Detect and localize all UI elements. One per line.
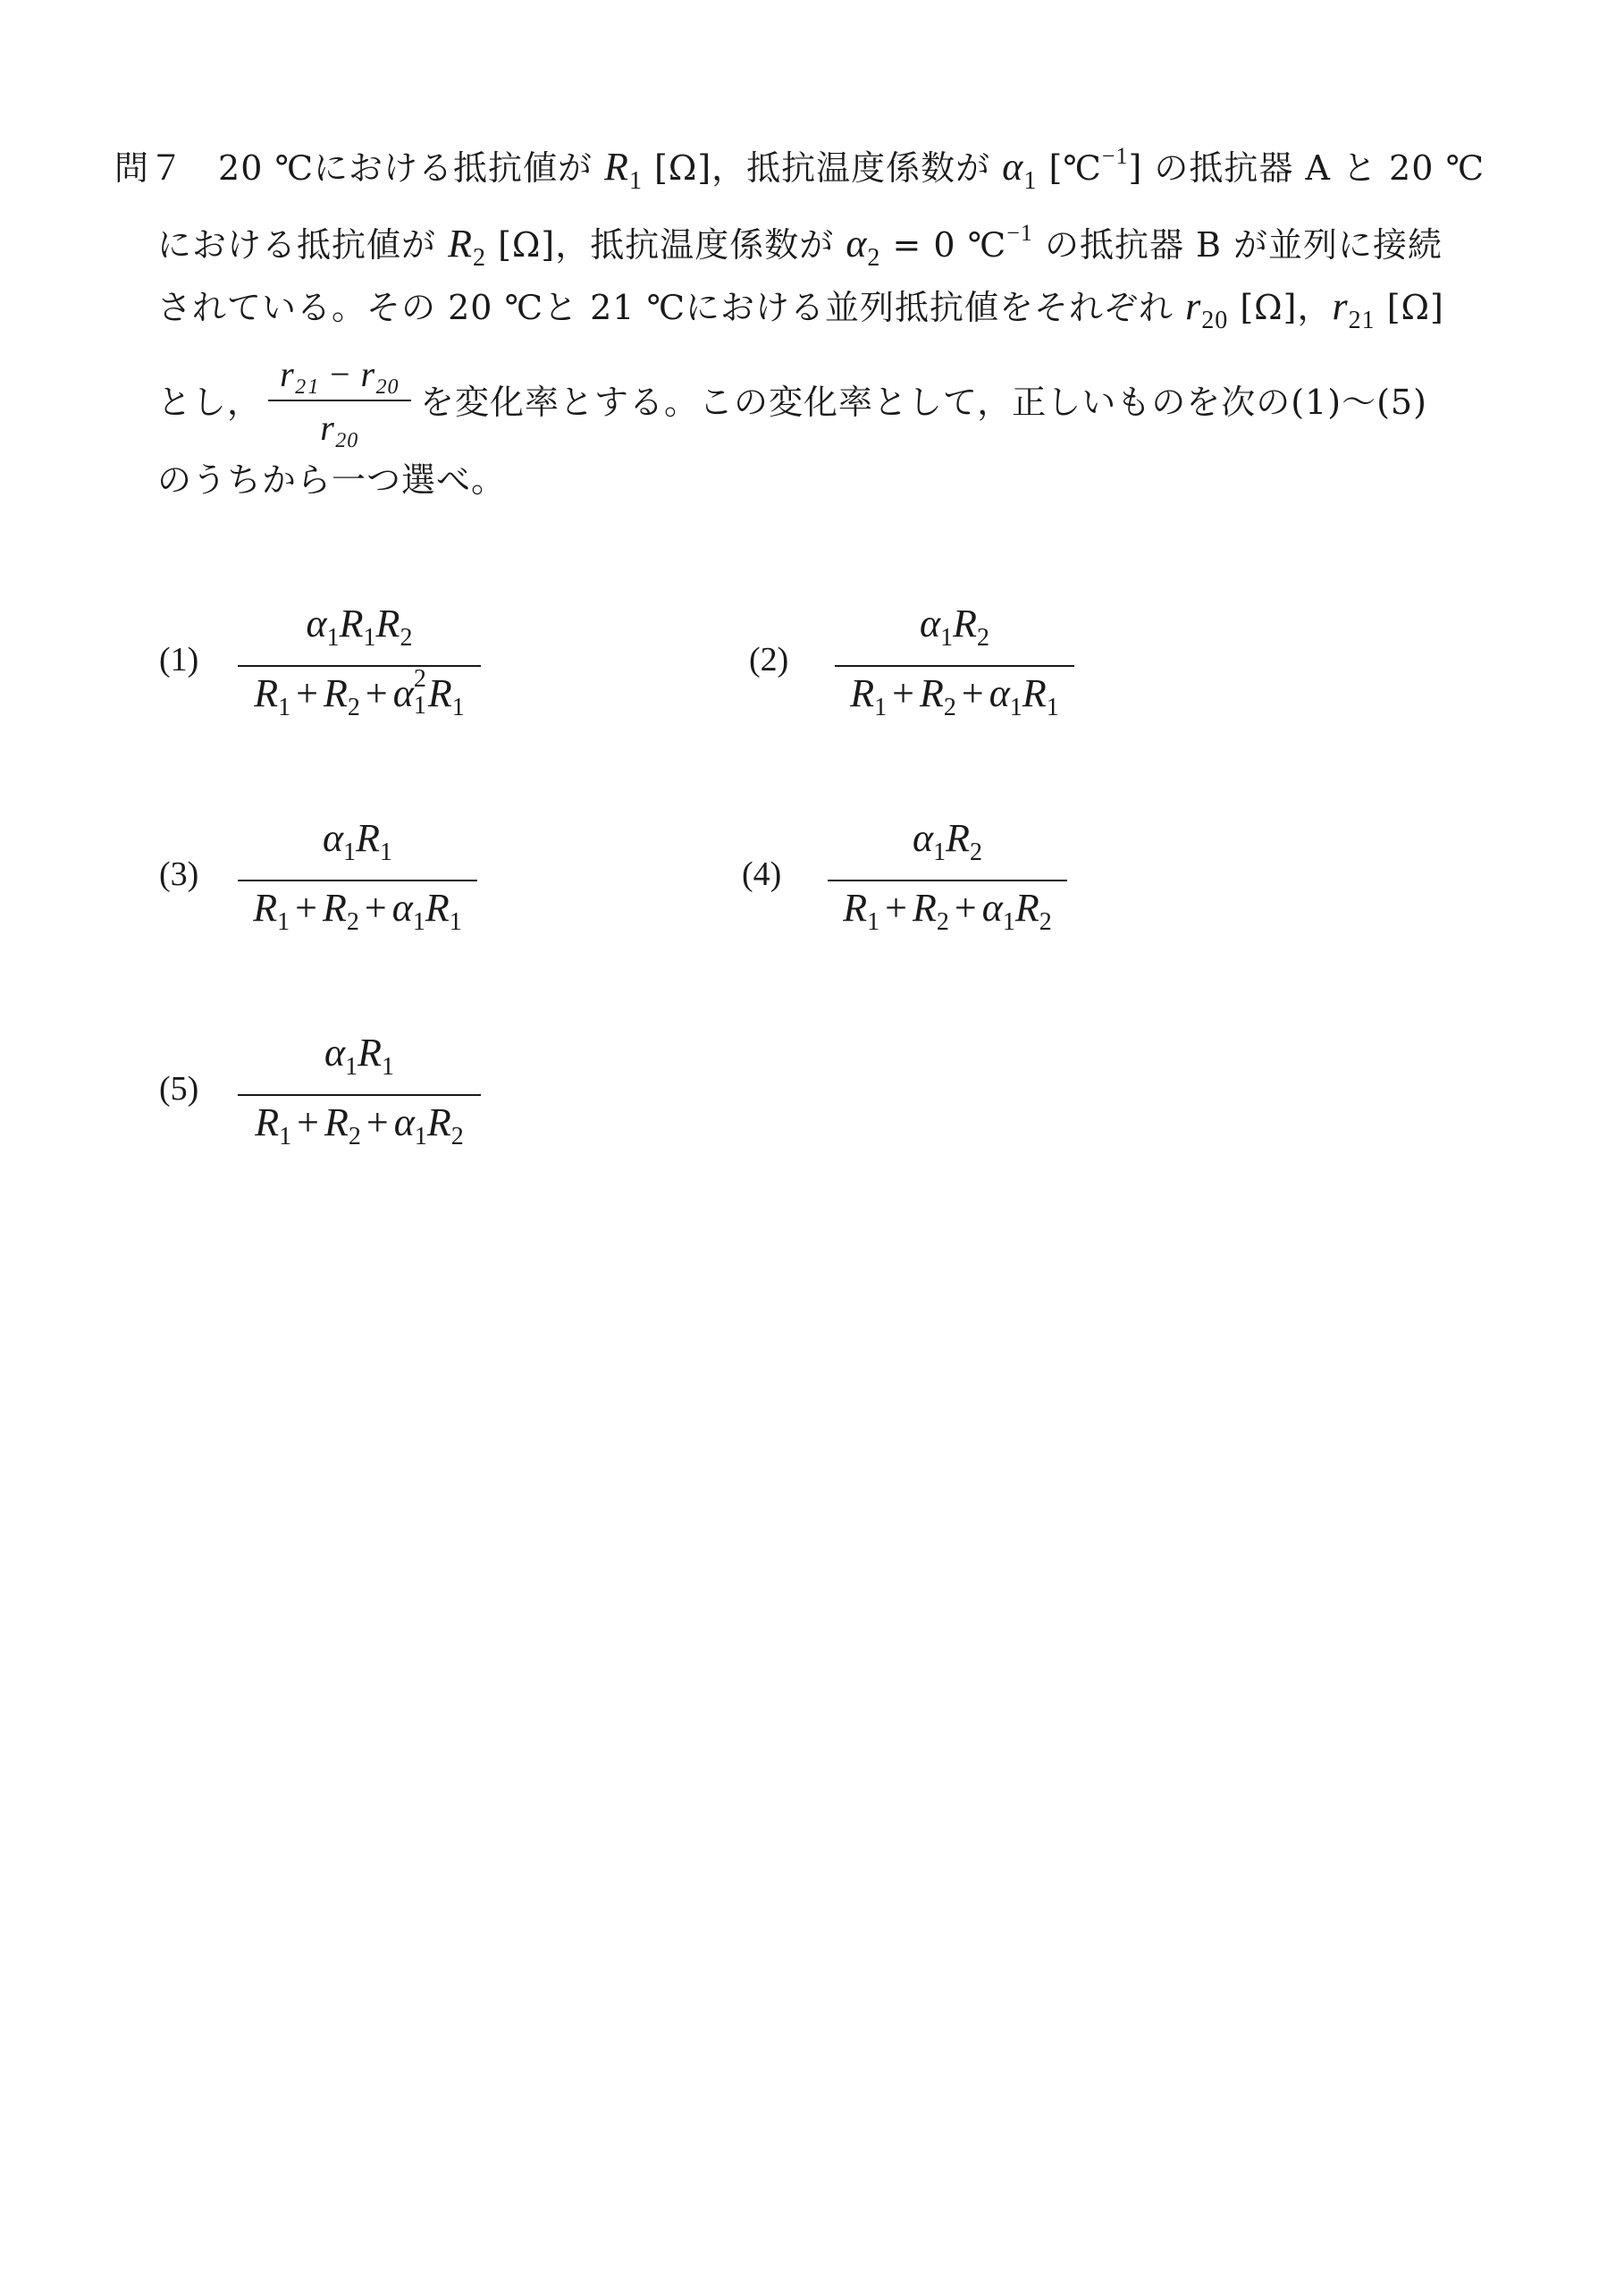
text-segment: ] の抵抗器 A と 20 ℃ <box>1128 148 1485 188</box>
fraction-numerator: $\alpha_1R_1$ <box>323 816 392 866</box>
fraction-numerator: r₂₁ − r₂₀ <box>280 354 400 394</box>
symbol-r20: $r_{20}$ <box>1185 284 1229 334</box>
symbol-alpha2: $\alpha_2$ <box>846 222 881 272</box>
symbol-R2: $R_2$ <box>448 222 486 272</box>
text-segment: [Ω]，抵抗温度係数が <box>485 225 846 265</box>
fraction-denominator: r₂₀ <box>320 408 359 448</box>
question-line-4b <box>420 380 1427 425</box>
symbol-R1: $R_1$ <box>604 145 643 195</box>
choice-fraction <box>238 815 477 946</box>
choice-fraction <box>828 815 1067 946</box>
text-segment: [℃ <box>1037 148 1102 188</box>
text-segment: における抵抗値が <box>157 225 449 265</box>
text-segment: [Ω]，抵抗温度係数が <box>642 148 1003 188</box>
fraction-bar <box>238 1094 481 1096</box>
text-segment: のうちから一つ選べ。 <box>157 460 507 500</box>
text-segment: を変化率とする。この変化率として，正しいものを次の(1)～(5) <box>420 383 1427 422</box>
question-line-1 <box>114 134 1485 204</box>
text-segment: [Ω]， <box>1228 288 1333 327</box>
superscript: −1 <box>1006 220 1033 246</box>
fraction-bar <box>238 880 477 881</box>
choice-fraction <box>835 601 1074 731</box>
superscript: −1 <box>1101 143 1129 169</box>
question-number: 問７ <box>114 148 185 188</box>
fraction-denominator: $R_1 + R_2 + \alpha_1R_2$ <box>255 1100 464 1150</box>
choice-label: (4) <box>742 855 782 893</box>
choice-label: (5) <box>159 1070 199 1108</box>
text-segment: されている。その 20 ℃と 21 ℃における並列抵抗値をそれぞれ <box>157 288 1186 327</box>
fraction-numerator: $\alpha_1R_2$ <box>920 602 989 652</box>
symbol-r21: $r_{21}$ <box>1332 284 1376 334</box>
fraction-bar <box>268 400 411 401</box>
fraction-numerator: $\alpha_1R_1R_2$ <box>306 602 413 652</box>
question-line-3 <box>157 284 1444 343</box>
choice-label: (3) <box>159 855 199 893</box>
choice-fraction <box>238 601 481 731</box>
fraction-denominator: $R_1 + R_2 + \alpha$ 2 1 $R_1$ <box>254 665 465 721</box>
fraction-numerator: $\alpha_1R_2$ <box>913 816 982 866</box>
text-segment: の抵抗器 B が並列に接続 <box>1032 225 1443 265</box>
choice-label: (1) <box>159 641 199 678</box>
choice-label: (2) <box>749 641 789 678</box>
text-segment: [Ω] <box>1375 288 1444 327</box>
fraction-bar <box>828 880 1067 881</box>
symbol-alpha1: $\alpha_1$ <box>1002 145 1038 195</box>
text-segment: とし， <box>157 383 263 422</box>
text-segment: 20 ℃における抵抗値が <box>218 148 605 188</box>
fraction-bar <box>238 665 481 667</box>
fraction-numerator: $\alpha_1R_1$ <box>324 1031 394 1081</box>
question-line-5 <box>157 458 506 502</box>
text-segment: = 0 ℃ <box>880 225 1007 265</box>
choice-fraction <box>238 1030 481 1160</box>
fraction-bar <box>835 665 1074 667</box>
question-line-4 <box>157 380 262 425</box>
fraction-denominator: $R_1 + R_2 + \alpha_1R_1$ <box>253 886 462 936</box>
fraction-denominator: $R_1 + R_2 + \alpha_1R_1$ <box>850 671 1059 721</box>
question-line-2 <box>157 211 1443 281</box>
fraction-denominator: $R_1 + R_2 + \alpha_1R_2$ <box>843 886 1052 936</box>
change-rate-fraction <box>268 353 411 450</box>
